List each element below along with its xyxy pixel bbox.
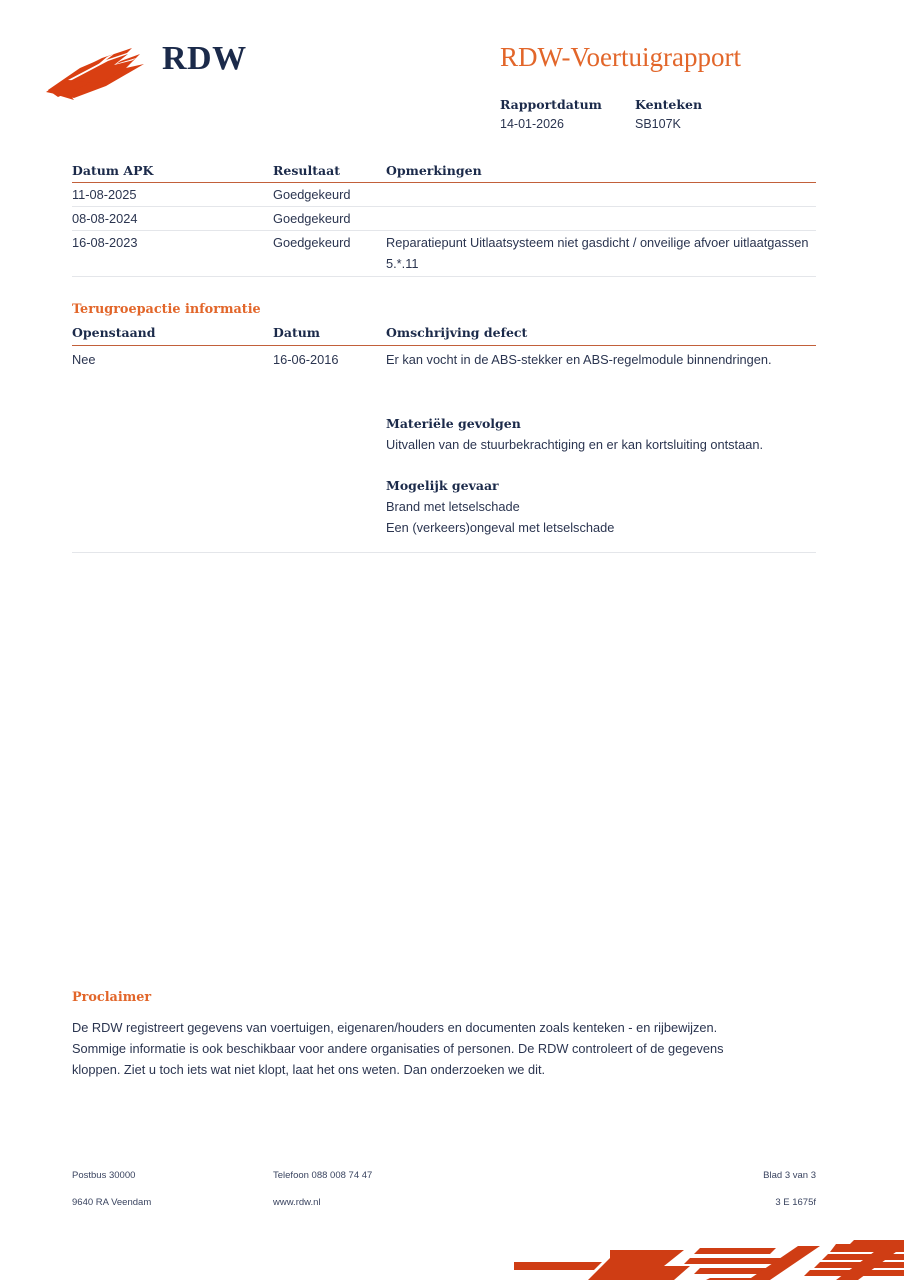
apk-date: 11-08-2025 bbox=[72, 187, 137, 202]
apk-col-date-header: Datum APK bbox=[72, 163, 154, 178]
recall-table-header-row bbox=[72, 322, 816, 345]
footer-website[interactable]: www.rdw.nl bbox=[273, 1197, 321, 1208]
apk-col-result-header: Resultaat bbox=[273, 163, 340, 178]
document-footer bbox=[72, 1170, 816, 1224]
apk-result: Goedgekeurd bbox=[273, 187, 351, 202]
danger-item: Brand met letselschade bbox=[386, 499, 520, 514]
apk-inspection-table bbox=[72, 160, 816, 277]
report-date-value: 14-01-2026 bbox=[500, 117, 564, 131]
recall-header-rule bbox=[72, 345, 816, 346]
recall-col-date-header: Datum bbox=[273, 325, 321, 340]
apk-header-rule bbox=[72, 182, 816, 183]
footer-phone: Telefoon 088 008 74 47 bbox=[273, 1170, 373, 1181]
table-row bbox=[72, 184, 816, 206]
document-title: RDW-Voertuigrapport bbox=[500, 42, 741, 72]
material-consequences-text: Uitvallen van de stuurbekrachtiging en er kan kortsluiting ontstaan. bbox=[386, 437, 764, 452]
apk-row-divider bbox=[72, 230, 816, 231]
decorative-speed-stripes-graphic bbox=[514, 1222, 904, 1280]
recall-open-value: Nee bbox=[72, 352, 96, 367]
footer-row-bottom bbox=[72, 1197, 816, 1224]
recall-defect-description: Er kan vocht in de ABS-stekker en ABS-regelmodule binnendringen. bbox=[386, 352, 772, 367]
apk-row-divider bbox=[72, 206, 816, 207]
proclaimer-title: Proclaimer bbox=[72, 990, 152, 1005]
apk-date: 08-08-2024 bbox=[72, 211, 138, 226]
apk-result: Goedgekeurd bbox=[273, 235, 351, 250]
footer-page-number: Blad 3 van 3 bbox=[763, 1170, 816, 1181]
footer-form-code: 3 E 1675f bbox=[775, 1197, 816, 1208]
license-plate-block bbox=[635, 96, 702, 134]
recall-danger-block bbox=[386, 475, 816, 538]
table-row bbox=[72, 232, 816, 276]
apk-table-bottom-rule bbox=[72, 276, 816, 277]
apk-result: Goedgekeurd bbox=[273, 211, 351, 226]
document-header bbox=[0, 0, 904, 150]
apk-col-remarks-header: Opmerkingen bbox=[386, 163, 482, 178]
report-date-label: Rapportdatum bbox=[500, 97, 602, 112]
recall-section-title: Terugroepactie informatie bbox=[72, 302, 261, 317]
apk-table-header-row bbox=[72, 160, 816, 182]
proclaimer-line: De RDW registreert gegevens van voertuigen, eigenaren/houders en documenten zoals kenteken - en rijbewijzen. bbox=[72, 1020, 718, 1035]
report-date-block bbox=[500, 96, 635, 134]
recall-section bbox=[72, 302, 816, 553]
footer-city: 9640 RA Veendam bbox=[72, 1197, 152, 1208]
apk-remark: Reparatiepunt Uitlaatsysteem niet gasdicht / onveilige afvoer uitlaatgassen 5.*.11 bbox=[386, 235, 809, 271]
recall-material-block bbox=[386, 413, 816, 455]
recall-main-row bbox=[72, 349, 816, 393]
possible-danger-heading: Mogelijk gevaar bbox=[386, 478, 499, 493]
license-plate-value: SB107K bbox=[635, 117, 681, 131]
apk-date: 16-08-2023 bbox=[72, 235, 138, 250]
recall-col-open-header: Openstaand bbox=[72, 325, 156, 340]
recall-date-value: 16-06-2016 bbox=[273, 352, 339, 367]
footer-postbus: Postbus 30000 bbox=[72, 1170, 136, 1181]
danger-item: Een (verkeers)ongeval met letselschade bbox=[386, 520, 615, 535]
proclaimer-section bbox=[72, 990, 824, 1080]
table-row bbox=[72, 208, 816, 230]
license-plate-label: Kenteken bbox=[635, 97, 703, 112]
report-meta bbox=[500, 96, 830, 134]
rdw-wordmark: RDW bbox=[162, 40, 247, 77]
footer-row-top bbox=[72, 1170, 816, 1197]
proclaimer-line: Sommige informatie is ook beschikbaar voor andere organisaties of personen. De RDW controleert of de gegevens bbox=[72, 1041, 724, 1056]
material-consequences-heading: Materiële gevolgen bbox=[386, 416, 521, 431]
proclaimer-line: kloppen. Ziet u toch iets wat niet klopt, laat het ons weten. Dan onderzoeken we dit. bbox=[72, 1062, 546, 1077]
recall-col-defect-header: Omschrijving defect bbox=[386, 325, 528, 340]
recall-section-bottom-rule bbox=[72, 552, 816, 553]
rdw-feather-arrow-logo bbox=[44, 40, 164, 104]
